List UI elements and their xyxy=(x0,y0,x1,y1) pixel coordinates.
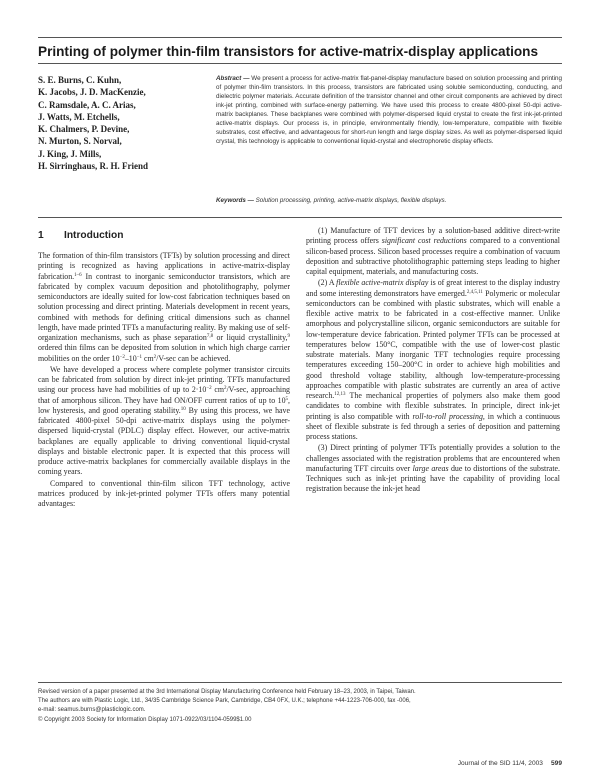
top-rule xyxy=(38,37,562,38)
footnotes xyxy=(38,688,568,725)
section-title: Introduction xyxy=(64,230,124,241)
footnote-line: © Copyright 2003 Society for Information Display 1071-0922/03/1104-0599$1.00 xyxy=(38,716,252,723)
abstract-label: Abstract — xyxy=(216,75,250,82)
journal-name: Journal of the SID 11/4, 2003 xyxy=(457,760,543,767)
paragraph: (3) Direct printing of polymer TFTs potentially provides a solution to the challenges associated with the registration problems that are encountered when manufacturing TFT circuits over large areas due to distortions of the substrate. Techniques such as ink-jet printing have the capability of providing local registration because the ink-jet head xyxy=(306,443,561,494)
author-line: J. Watts, M. Etchells, xyxy=(38,111,120,122)
author-list xyxy=(38,74,208,172)
author-line: H. Sirringhaus, R. H. Friend xyxy=(38,161,149,172)
paragraph: Compared to conventional thin-film silicon TFT technology, active matrices produced by ink-jet-printed polymer TFTs offers many potential advantages: xyxy=(38,478,290,508)
abstract xyxy=(216,74,562,146)
abstract-text: We present a process for active-matrix flat-panel-display manufacture based on solution processing and printing of polymer thin-film transistors. In this process, transistors are fabricated using soluble semiconducting, conducting, and dielectric polymer materials. Accurate definition of the transistor channel and other circuit components are achieved by direct ink-jet printing, combined with surface-energy patterning. We have used this process to create 4800-pixel 50-dpi active-matrix backplanes. These backplanes were combined with polymer-dispersed liquid crystal to create the first ink-jet-printed active-matrix displays. Our process is, in principle, environmentally friendly, low-temperature, compatible with flexible substrates, cost effective, and advantageous for short-run length and large display sizes. As well as polymer-dispersed liquid crystal, this technology is applicable to conventional liquid-crystal and electrophoretic display effects. xyxy=(216,75,563,146)
paragraph: (1) Manufacture of TFT devices by a solution-based additive direct-write printing process offers significant cost reductions compared to a conventional silicon-based process. Silicon based processes require a combination of vacuum deposition and subtractive photolithographic patterning steps leading to higher capital equipment, materials, and manufacturing costs. xyxy=(306,226,560,276)
section-number: 1 xyxy=(38,230,44,241)
paragraph: We have developed a process where complete polymer transistor circuits can be fabricated from solution by direct ink-jet printing. TFTs manufactured using our process have had mobilities of up to $2\cdot 10^{-2}$ $cm^2/V-\sec$, approaching that of amorphous silicon. They have had ON/OFF current ratios of up to $10^5$, low hysteresis, and good operating stability.$^{10}$ By using this process, we have fabricated 4800-pixel 50-dpi active-matrix displays using the polymer-dispersed liquid-crystal (PDLC) display effect. However, our active-matrix backplanes are equally applicable to driving conventional liquid-crystal displays and bistable electronic paper. It is expected that this process will produce active-matrix backplanes for commercially available displays in the coming years. xyxy=(38,364,291,477)
footnote-line: The authors are with Plastic Logic, Ltd., 34/35 Cambridge Science Park, Cambridge, CB4 0FX, U.K.; telephone +44-1223-706-000, fax -006, xyxy=(38,698,411,705)
paragraph: The formation of thin-film transistors (TFTs) by solution processing and direct printing is recognized as having applications in active-matrix-display fabrication.$^{1-6}$ In contrast to inorganic semiconductor transistors, which are fabricated by complex vacuum deposition and photolithography, polymer semiconductors are ideally suited for low-cost fabrication techniques based on solution processing and direct printing. Materials development in recent years, combined with methods for defining critical dimensions such as channel length, have made printed TFTs a manufacturing reality. By making use of self-organization mechanisms, such as phase separation$^{7,8}$ or liquid crystallinity,$^9$ ordered thin films can be deposited from solution in which high charge carrier mobilities on the order $10^{-2}-10^{-1}$ $cm^2/V-\sec$ can be achieved. xyxy=(38,251,290,363)
author-line: K. Jacobs, J. D. MacKenzie, xyxy=(38,87,146,98)
footnote-line: e-mail: seamus.burns@plasticlogic.com. xyxy=(38,707,146,714)
keywords-label: Keywords — xyxy=(216,197,254,204)
keywords-text: Solution processing, printing, active-matrix displays, flexible displays. xyxy=(255,197,447,204)
page-number: 599 xyxy=(550,760,562,767)
right-column xyxy=(306,226,560,495)
page-footer xyxy=(430,760,562,767)
keywords xyxy=(216,196,562,205)
title-rule xyxy=(38,63,562,64)
paragraph: (2) A flexible active-matrix display is of great interest to the display industry and some interesting demonstrators have emerged.$^{2,4,5,11}$ Polymeric or molecular semiconductors can be combined with plastic substrates, which will enable a flexible active matrix to be fabricated in a cost-effective manner. Unlike amorphous and polycrystalline silicon, organic semiconductors are suitable for low-temperature device fabrication. Printed polymer TFTs can be processed at temperatures below 150°C, compatible with the use of lower-cost plastic substrate materials. Many inorganic TFT technologies require processing temperatures exceeding 150–200°C in order to achieve high mobilities and good threshold voltage stability, although low-temperature-processing approaches compatible with plastic substrates are currently an area of active research.$^{12,13}$ The mechanical properties of polymers also make them good candidates to combine with flexible substrates. In principle, direct ink-jet printing is also compatible with roll-to-roll processing, in which a continuous sheet of flexible substrate is fed through a series of deposition and patterning process stations. xyxy=(306,278,560,441)
paper-title: Printing of polymer thin-film transistors for active-matrix-display applications xyxy=(38,44,539,59)
footnote-line: Revised version of a paper presented at the 3rd International Display Manufacturing Conference held February 18–23, 2003, in Taipei, Taiwan. xyxy=(38,689,416,695)
abstract-rule xyxy=(38,217,562,218)
left-column xyxy=(38,251,290,509)
author-line: C. Ramsdale, A. C. Arias, xyxy=(38,99,136,110)
author-line: J. King, J. Mills, xyxy=(38,148,102,159)
footnote-rule xyxy=(38,682,562,683)
author-line: S. E. Burns, C. Kuhn, xyxy=(38,75,122,85)
section-heading xyxy=(38,230,123,241)
author-line: K. Chalmers, P. Devine, xyxy=(38,124,130,135)
author-line: N. Murton, S. Norval, xyxy=(38,136,122,147)
